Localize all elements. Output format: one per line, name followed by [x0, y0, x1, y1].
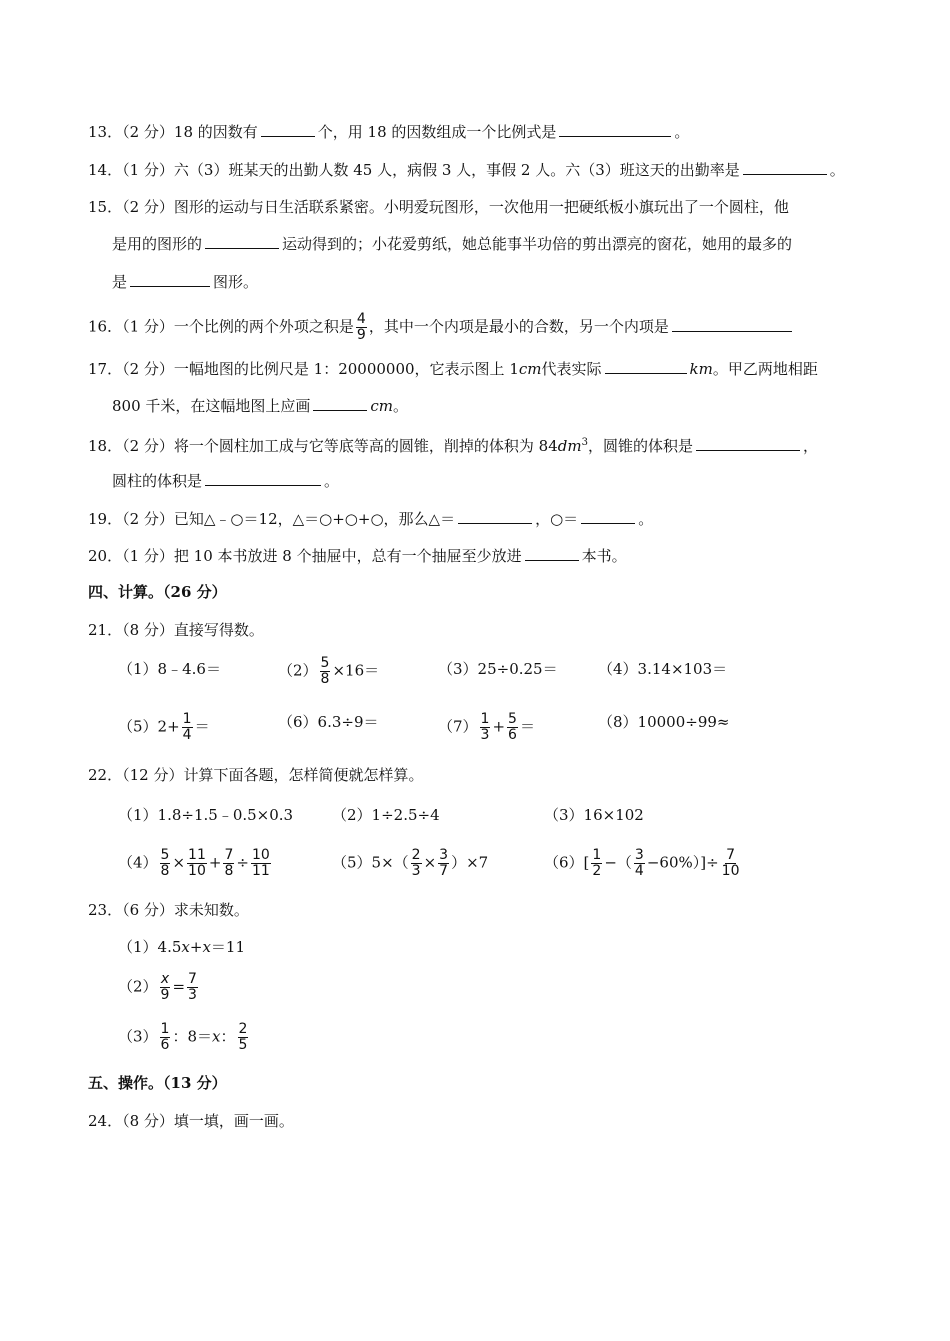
- q22-i6-op-1: −（: [604, 853, 632, 872]
- question-14: [88, 158, 845, 181]
- q22-i6-f1-num: 1: [592, 847, 602, 863]
- q13-blank-2[interactable]: [559, 120, 671, 137]
- q23-i3-label: （3）: [118, 1027, 158, 1046]
- q17-text-2c: 。: [393, 397, 409, 415]
- q22-i6-f2-den: 4: [634, 863, 644, 879]
- q23-i1-x2: x: [202, 938, 211, 956]
- q16-num: 4: [356, 311, 366, 327]
- q21-item-7-fraction-2: [507, 712, 518, 743]
- question-19: [88, 507, 653, 530]
- q14-text-a: 14．（1 分）六（3）班某天的出勤人数 45 人，病假 3 人，事假 2 人。六（3）班这天的出勤率是: [88, 161, 740, 179]
- q15-blank-1[interactable]: [205, 232, 279, 249]
- question-13: [88, 120, 689, 143]
- q19-text-c: 。: [638, 510, 654, 528]
- q23-i3-num-2: 2: [238, 1021, 248, 1037]
- q23-i2-frac-2: [187, 972, 198, 1003]
- q22-item-4-label: （4）: [118, 853, 158, 872]
- q23-i2-frac-1: [160, 972, 171, 1003]
- question-22-title: 22．（12 分）计算下面各题，怎样简便就怎样算。: [88, 766, 424, 784]
- q22-item-6-label: （6）[: [544, 853, 590, 872]
- q23-i3-c: ：: [220, 1027, 236, 1046]
- q22-i4-f1-den: 8: [160, 863, 170, 879]
- q21-i7-num-1: 1: [480, 711, 490, 727]
- q22-i6-f3-den: 10: [721, 863, 740, 879]
- q21-item-2-fraction: [320, 656, 331, 687]
- q18-unit: dm: [557, 437, 582, 455]
- q22-i4-op-2: +: [208, 853, 222, 872]
- q18-blank-1[interactable]: [696, 434, 800, 451]
- q21-item-1: （1）8﹣4.6＝: [118, 660, 221, 678]
- question-20: [88, 544, 627, 567]
- q18-text-a: 18．（2 分）将一个圆柱加工成与它等底等高的圆锥，削掉的体积为 84: [88, 437, 558, 455]
- q21-item-4: （4）3.14×103＝: [598, 660, 728, 678]
- q22-i6-f3-num: 7: [726, 847, 736, 863]
- q19-text-a: 19．（2 分）已知△﹣○＝12，△＝○+○+○，那么△＝: [88, 510, 456, 528]
- q17-blank-1[interactable]: [605, 357, 687, 374]
- q19-text-b: ，○＝: [535, 510, 579, 528]
- q21-item-5-fraction: [182, 712, 193, 743]
- q17-text-c: 。甲乙两地相距: [712, 360, 818, 378]
- q16-den: 9: [356, 327, 366, 343]
- question-15-line-2: [112, 232, 792, 255]
- q14-blank[interactable]: [743, 158, 827, 175]
- q23-i1-a: （1）4.5: [118, 938, 182, 956]
- q23-i3-frac-1: [160, 1022, 171, 1053]
- q16-blank[interactable]: [672, 315, 792, 332]
- q21-item-2: [278, 656, 379, 687]
- q21-item-2-rest: ×16＝: [332, 661, 380, 680]
- q22-i4-frac-4: [251, 848, 271, 879]
- q18-text-c: ，: [802, 437, 818, 455]
- q22-i5-f1-num: 2: [411, 847, 421, 863]
- q17-text-2a: 800 千米，在这幅地图上应画: [112, 397, 311, 415]
- q17-unit-km: km: [689, 360, 713, 378]
- q22-item-3: （3）16×102: [544, 806, 644, 824]
- q22-i4-frac-3: [223, 848, 234, 879]
- q23-i2-label: （2）: [118, 977, 158, 996]
- q21-item-5-rest: ＝: [194, 717, 210, 736]
- q22-i5-f1-den: 3: [411, 863, 421, 879]
- q21-item-5: [118, 712, 210, 743]
- q21-item-8: （8）10000÷99≈: [598, 713, 730, 731]
- question-17-line-1: [88, 357, 818, 380]
- q16-text-a: 16．（1 分）一个比例的两个外项之积是: [88, 317, 354, 336]
- question-18-line-1: [88, 432, 818, 457]
- q22-i4-f3-num: 7: [224, 847, 234, 863]
- q13-text-a: 13．（2 分）18 的因数有: [88, 123, 258, 141]
- q22-item-4: [118, 848, 273, 879]
- q22-i4-f4-num: 10: [251, 847, 270, 863]
- q22-i5-f2-den: 7: [439, 863, 449, 879]
- q19-blank-2[interactable]: [581, 507, 635, 524]
- question-21-title: 21．（8 分）直接写得数。: [88, 621, 264, 639]
- q21-item-3: （3）25÷0.25＝: [438, 660, 558, 678]
- q17-unit-cm: cm: [518, 360, 542, 378]
- q23-i3-den: 6: [160, 1037, 170, 1053]
- q18-sup: 3: [581, 437, 588, 448]
- q23-i1-x: x: [181, 938, 190, 956]
- q22-i6-frac-2: [634, 848, 645, 879]
- q22-i4-frac-2: [187, 848, 207, 879]
- q23-item-3: [118, 1022, 250, 1053]
- q18-text-b: ，圆锥的体积是: [587, 437, 693, 455]
- q16-fraction: [356, 312, 367, 343]
- q15-blank-2[interactable]: [130, 270, 210, 287]
- q19-blank-1[interactable]: [458, 507, 532, 524]
- question-23-title: 23．（6 分）求未知数。: [88, 901, 249, 919]
- q21-i2-den: 8: [320, 671, 330, 687]
- q23-i3-frac-2: [238, 1022, 249, 1053]
- q23-i2-num-2: 7: [188, 971, 197, 987]
- q21-i5-num: 1: [182, 711, 192, 727]
- question-15-line-3: [112, 270, 258, 293]
- q21-item-6: （6）6.3÷9＝: [278, 713, 379, 731]
- q22-i4-f3-den: 8: [224, 863, 234, 879]
- question-16: [88, 312, 795, 343]
- q16-text-b: ，其中一个内项是最小的合数，另一个内项是: [368, 317, 669, 336]
- q21-item-7: [438, 712, 535, 743]
- q23-item-1: [118, 937, 245, 957]
- q18-text-2b: 。: [324, 472, 340, 490]
- q22-i4-frac-1: [160, 848, 171, 879]
- q22-i4-f1-num: 5: [160, 847, 170, 863]
- q23-i2-op: =: [172, 977, 186, 996]
- q17-unit-cm-2: cm: [370, 397, 394, 415]
- question-17-line-2: [112, 394, 408, 417]
- q18-text-2a: 圆柱的体积是: [112, 472, 203, 490]
- q15-text-3b: 图形。: [213, 273, 259, 291]
- q21-item-2-label: （2）: [278, 661, 318, 680]
- q22-i6-f1-den: 2: [592, 863, 602, 879]
- q23-i3-b: ：8＝: [172, 1027, 213, 1046]
- q23-i1-b: +: [189, 938, 203, 956]
- q22-i6-frac-3: [721, 848, 741, 879]
- q23-i1-c: ＝11: [210, 938, 246, 956]
- q22-i5-frac-2: [438, 848, 449, 879]
- q18-blank-2[interactable]: [205, 469, 321, 486]
- q13-text-c: 。: [674, 123, 690, 141]
- q23-i3-x: x: [212, 1027, 221, 1046]
- q17-text-a: 17．（2 分）一幅地图的比例尺是 1：20000000，它表示图上 1: [88, 360, 519, 378]
- q21-i7-den-1: 3: [480, 727, 490, 743]
- q22-i4-op-1: ×: [172, 853, 186, 872]
- q22-item-5: [332, 848, 488, 879]
- question-15-line-1: 15．（2 分）图形的运动与日生活联系紧密。小明爱玩图形，一次他用一把硬纸板小旗玩出了一个圆柱，他: [88, 198, 789, 216]
- q22-i6-op-2: −60%）]÷: [646, 853, 719, 872]
- q15-text-2a: 是用的图形的: [112, 235, 203, 253]
- q23-i3-num: 1: [160, 1021, 170, 1037]
- q23-i2-den: 9: [160, 987, 170, 1003]
- q22-item-5-label: （5）5×（: [332, 853, 409, 872]
- q22-i4-f4-den: 11: [251, 863, 270, 879]
- q15-text-3a: 是: [112, 273, 128, 291]
- q13-blank-1[interactable]: [261, 120, 315, 137]
- q23-item-2: [118, 972, 200, 1003]
- q21-item-7-rest: ＝: [519, 717, 535, 736]
- q23-i2-den-2: 3: [188, 987, 197, 1003]
- q22-item-5-rest: ）×7: [451, 853, 489, 872]
- q22-i4-f2-num: 11: [188, 847, 206, 863]
- q13-text-b: 个，用 18 的因数组成一个比例式是: [317, 123, 557, 141]
- q20-text-b: 本书。: [581, 547, 627, 565]
- q17-text-b: 代表实际: [541, 360, 602, 378]
- q21-item-7-op: +: [492, 717, 506, 736]
- q15-text-2b: 运动得到的；小花爱剪纸，她总能事半功倍的剪出漂亮的窗花，她用的最多的: [282, 235, 793, 253]
- q22-i5-f2-num: 3: [439, 847, 449, 863]
- q21-item-7-label: （7）: [438, 717, 478, 736]
- q20-text-a: 20．（1 分）把 10 本书放进 8 个抽屉中，总有一个抽屉至少放进: [88, 547, 522, 565]
- q22-item-6: [544, 848, 743, 879]
- q22-i5-op: ×: [423, 853, 437, 872]
- q14-text-b: 。: [829, 161, 845, 179]
- q21-i7-den-2: 6: [508, 727, 517, 743]
- q23-i3-den-2: 5: [238, 1037, 248, 1053]
- question-18-line-2: [112, 469, 339, 492]
- q22-i6-f2-num: 3: [634, 847, 644, 863]
- q21-item-7-fraction-1: [480, 712, 491, 743]
- question-24: 24．（8 分）填一填，画一画。: [88, 1112, 294, 1130]
- section-5-heading: 五、操作。（13 分）: [88, 1074, 227, 1092]
- q21-i2-num: 5: [320, 655, 330, 671]
- q17-blank-2[interactable]: [313, 394, 367, 411]
- q21-i5-den: 4: [182, 727, 192, 743]
- q23-i2-num: x: [160, 971, 170, 987]
- q22-i5-frac-1: [411, 848, 422, 879]
- section-4-heading: 四、计算。（26 分）: [88, 583, 227, 601]
- q22-i4-op-3: ÷: [236, 853, 249, 872]
- q21-i7-num-2: 5: [508, 711, 517, 727]
- q22-item-2: （2）1÷2.5÷4: [332, 806, 440, 824]
- q22-i4-f2-den: 10: [188, 863, 206, 879]
- q20-blank[interactable]: [525, 544, 579, 561]
- q22-i6-frac-1: [591, 848, 602, 879]
- q22-item-1: （1）1.8÷1.5﹣0.5×0.3: [118, 806, 294, 824]
- q21-item-5-label: （5）2+: [118, 717, 180, 736]
